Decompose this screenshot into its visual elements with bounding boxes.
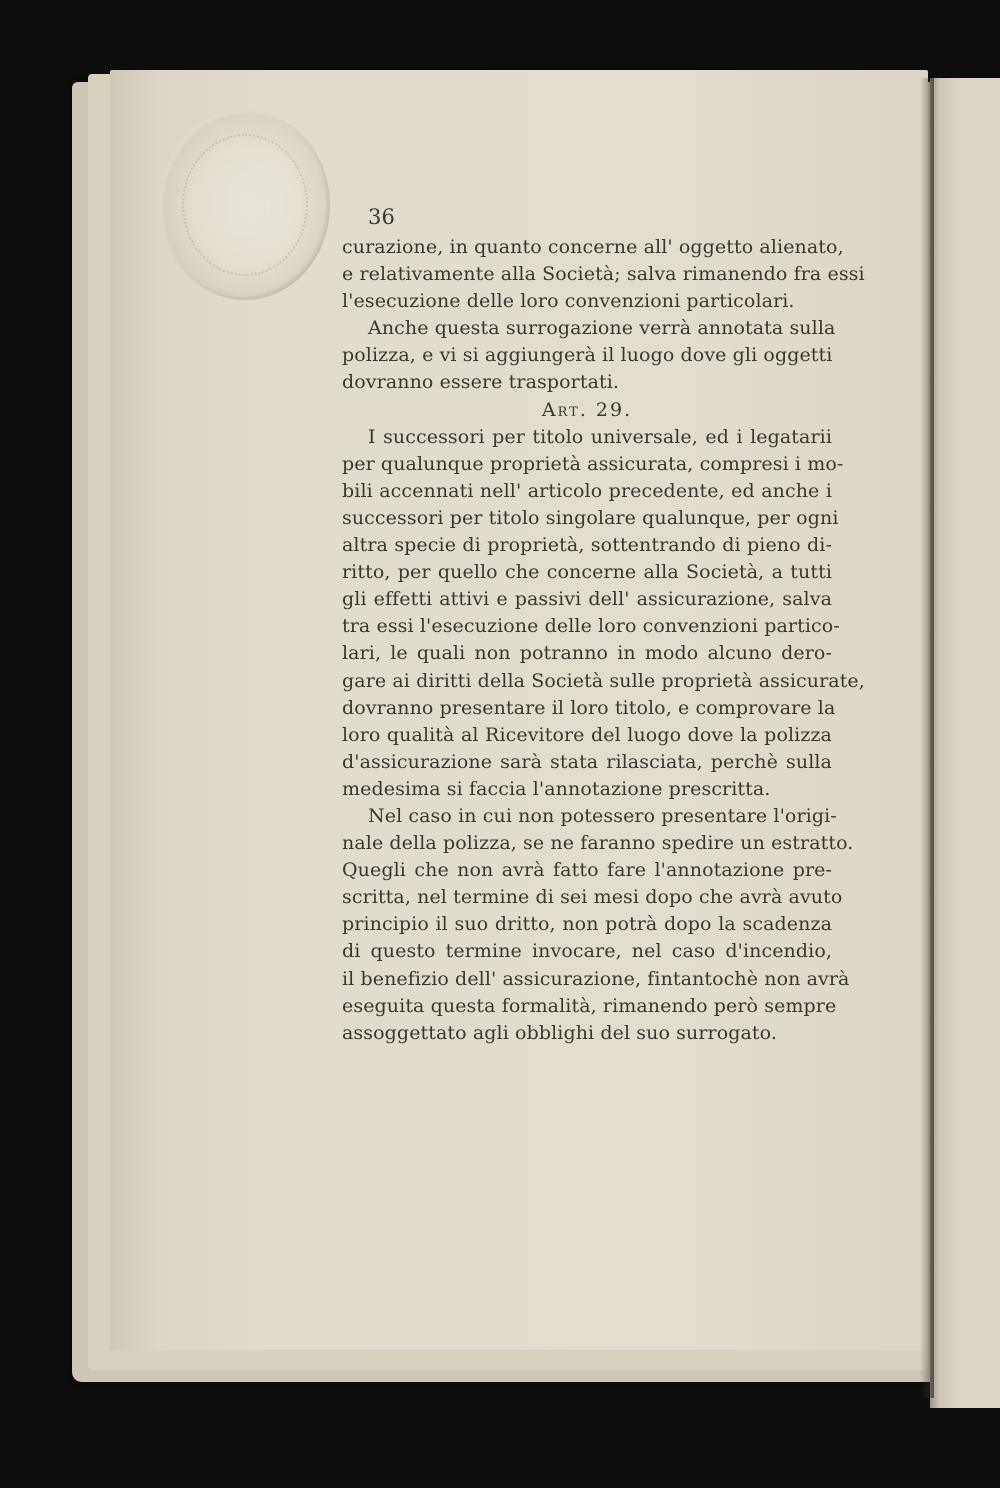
text-line: eseguita questa formalità, rimanendo però sempre bbox=[342, 994, 837, 1017]
text-line: medesima si faccia l'annotazione prescritta. bbox=[342, 777, 771, 800]
text-line: ritto, per quello che concerne alla Società, a tutti bbox=[342, 561, 832, 584]
page-text bbox=[342, 198, 865, 1047]
text-line: tra essi l'esecuzione delle loro convenzioni partico- bbox=[342, 615, 840, 638]
paragraph-surrogazione bbox=[342, 315, 836, 396]
text-line: il benefizio dell' assicurazione, fintantochè non avrà bbox=[342, 967, 850, 990]
text-line: I successori per titolo universale, ed i legatarii bbox=[368, 425, 832, 448]
text-line: dovranno essere trasportati. bbox=[342, 371, 620, 394]
book-gutter bbox=[920, 78, 934, 1398]
article-heading: Art. 29. bbox=[541, 398, 633, 421]
text-line: nale della polizza, se ne faranno spedire un estratto. bbox=[342, 832, 854, 855]
text-line: curazione, in quanto concerne all' oggetto alienato, bbox=[342, 236, 844, 258]
text-line: Anche questa surrogazione verrà annotata sulla bbox=[368, 317, 836, 340]
text-line: l'esecuzione delle loro convenzioni particolari. bbox=[342, 290, 795, 313]
text-line: per qualunque proprietà assicurata, compresi i mo- bbox=[342, 452, 844, 475]
text-line: di questo termine invocare, nel caso d'incendio, bbox=[342, 940, 832, 963]
text-line: gli effetti attivi e passivi dell' assicurazione, salva bbox=[342, 588, 832, 611]
text-line: loro qualità al Ricevitore del luogo dove la polizza bbox=[342, 723, 832, 746]
text-line: bili accennati nell' articolo precedente, ed anche i bbox=[342, 479, 832, 502]
paragraph-continuation bbox=[342, 234, 865, 315]
text-line: polizza, e vi si aggiungerà il luogo dove gli oggetti bbox=[342, 344, 833, 367]
text-line: gare ai diritti della Società sulle proprietà assicurate, bbox=[342, 669, 865, 692]
text-line: assoggettato agli obblighi del suo surrogato. bbox=[342, 1021, 778, 1044]
text-line: dovranno presentare il loro titolo, e comprovare la bbox=[342, 696, 836, 719]
text-line: scritta, nel termine di sei mesi dopo che avrà avuto bbox=[342, 886, 843, 909]
text-line: principio il suo dritto, non potrà dopo la scadenza bbox=[342, 913, 832, 936]
page-number: 36 bbox=[368, 205, 395, 229]
text-line: lari, le quali non potranno in modo alcuno dero- bbox=[342, 642, 832, 665]
paragraph-original-polizza bbox=[342, 803, 854, 1047]
paragraph-article-29 bbox=[342, 424, 865, 803]
facing-page bbox=[930, 78, 1000, 1408]
text-line: d'assicurazione sarà stata rilasciata, perchè sulla bbox=[342, 750, 832, 773]
text-line: successori per titolo singolare qualunque, per ogni bbox=[342, 506, 839, 529]
text-line: altra specie di proprietà, sottentrando di pieno di- bbox=[342, 534, 832, 557]
text-line: Nel caso in cui non potessero presentare l'origi- bbox=[368, 804, 837, 827]
text-line: e relativamente alla Società; salva rimanendo fra essi bbox=[342, 263, 865, 286]
embossed-seal-icon bbox=[160, 110, 330, 300]
text-line: Quegli che non avrà fatto fare l'annotazione pre- bbox=[342, 859, 832, 882]
